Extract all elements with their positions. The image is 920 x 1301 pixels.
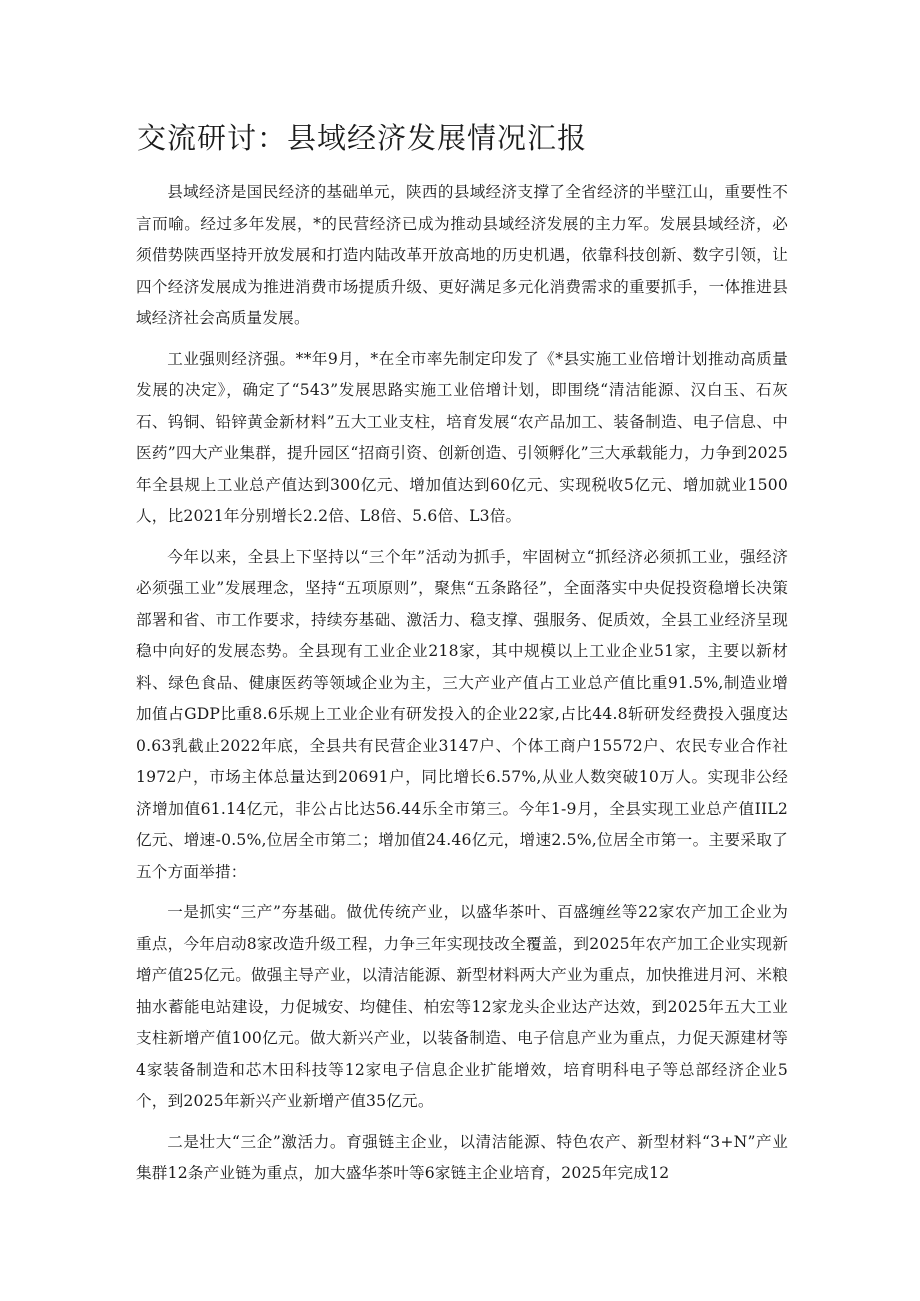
paragraph-measure-two: 二是壮大“三企”激活力。育强链主企业，以清洁能源、特色农产、新型材料“3+N”产业集群12条产业链为重点，加大盛华茶叶等6家链主企业培育，2025年完成12 <box>136 1132 788 1182</box>
paragraph-industry-plan: 工业强则经济强。**年9月，*在全市率先制定印发了《*县实施工业倍增计划推动高质量发展的决定》，确定了“543”发展思路实施工业倍增计划，即围绕“清洁能源、汉白玉、石灰石、钨铜、铅锌黄金新材料”五大工业支柱，培育发展“农产品加工、装备制造、电子信息、中医药”四大产业集群，提升园区“招商引资、创新创造、引领孵化”三大承载能力，力争到2025年全县规上工业总产值达到300亿元、增加值达到60亿元、实现税收5亿元、增加就业1500人，比2021年分别增长2.2倍、L8倍、5.6倍、L3倍。 <box>136 349 788 525</box>
document-body <box>136 177 788 1199</box>
paragraph-intro: 县域经济是国民经济的基础单元，陕西的县域经济支撑了全省经济的半壁江山，重要性不言而喻。经过多年发展，*的民营经济已成为推动县域经济发展的主力军。发展县域经济，必须借势陕西坚持开放发展和打造内陆改革开放高地的历史机遇，依靠科技创新、数字引领，让四个经济发展成为推进消费市场提质升级、更好满足多元化消费需求的重要抓手，一体推进县域经济社会高质量发展。 <box>136 183 788 327</box>
paragraph-progress: 今年以来，全县上下坚持以“三个年”活动为抓手，牢固树立“抓经济必须抓工业，强经济必须强工业”发展理念，坚持“五项原则”，聚焦“五条路径”，全面落实中央促投资稳增长决策部署和省、市工作要求，持续夯基础、激活力、稳支撑、强服务、促质效，全县工业经济呈现稳中向好的发展态势。全县现有工业企业218家，其中规模以上工业企业51家，主要以新材料、绿色食品、健康医药等领域企业为主，三大产业产值占工业总产值比重91.5%,制造业增加值占GDP比重8.6乐规上工业企业有研发投入的企业22家,占比44.8斩研发经费投入强度达0.63乳截止2022年底，全县共有民营企业3147户、个体工商户15572户、农民专业合作社1972户，市场主体总量达到20691户，同比增长6.57%,从业人数突破10万人。实现非公经济增加值61.14亿元，非公占比达56.44乐全市第三。今年1-9月，全县实现工业总产值IIL2亿元、增速-0.5%,位居全市第二；增加值24.46亿元，增速2.5%,位居全市第一。主要采取了五个方面举措： <box>136 547 788 881</box>
document-title: 交流研讨：县域经济发展情况汇报 <box>137 121 588 155</box>
paragraph-measure-one: 一是抓实“三产”夯基础。做优传统产业，以盛华茶叶、百盛缠丝等22家农产加工企业为重点，今年启动8家改造升级工程，力争三年实现技改全覆盖，到2025年农产加工企业实现新增产值25亿元。做强主导产业，以清洁能源、新型材料两大产业为重点，加快推进月河、米粮抽水蓄能电站建设，力促城安、均健佳、柏宏等12家龙头企业达产达效，到2025年五大工业支柱新增产值100亿元。做大新兴产业，以装备制造、电子信息产业为重点，力促天源建材等4家装备制造和芯木田科技等12家电子信息企业扩能增效，培育明科电子等总部经济企业5个，到2025年新兴产业新增产值35亿元。 <box>136 903 788 1110</box>
